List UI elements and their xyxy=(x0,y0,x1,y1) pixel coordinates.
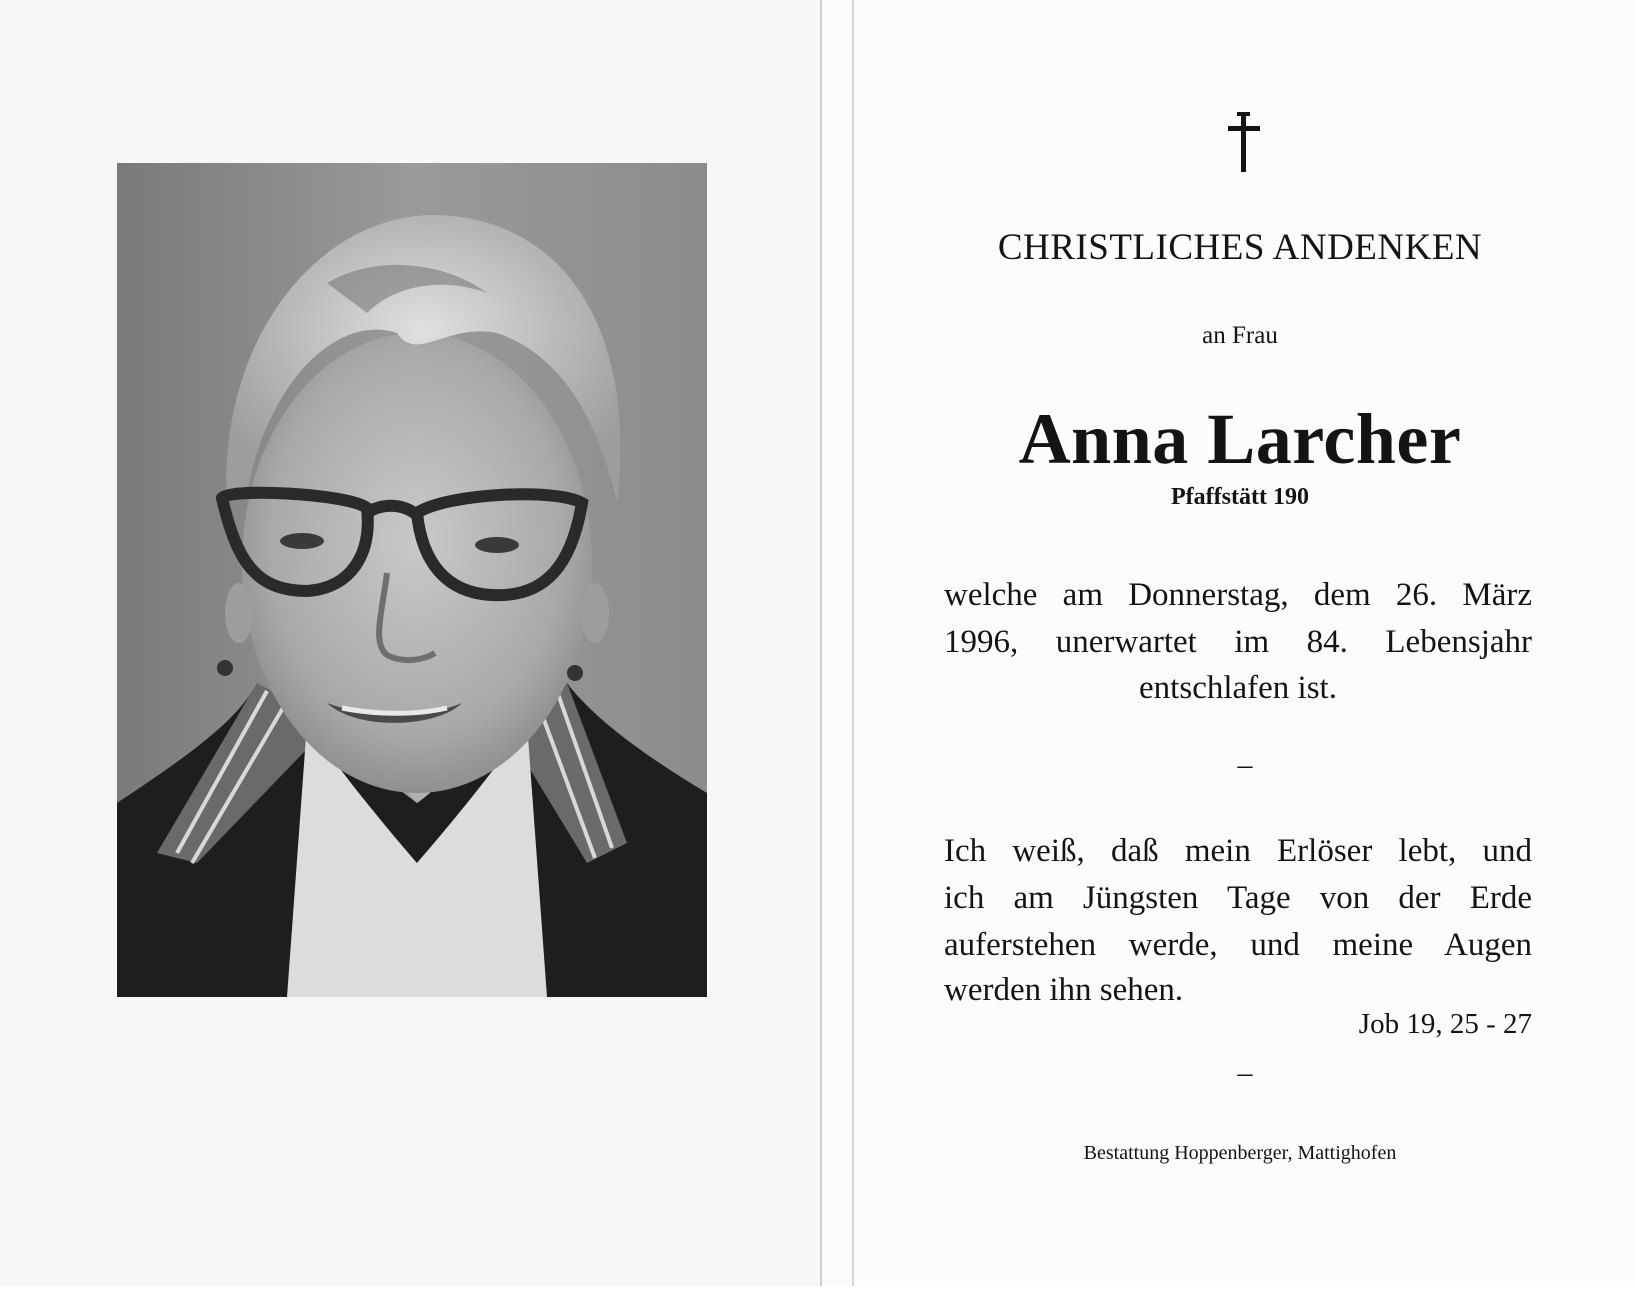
quote-line: werden ihn sehen. xyxy=(944,972,1184,1008)
bible-citation: Job 19, 25 - 27 xyxy=(1358,1008,1532,1040)
death-notice-line: entschlafen ist. xyxy=(1139,670,1337,706)
card-fold-line xyxy=(820,0,822,1290)
salutation: an Frau xyxy=(1202,322,1278,349)
undertaker-credit: Bestattung Hoppenberger, Mattighofen xyxy=(1083,1142,1397,1164)
card-heading: CHRISTLICHES ANDENKEN xyxy=(997,227,1483,268)
portrait-illustration xyxy=(117,163,707,997)
separator: – xyxy=(1237,748,1253,781)
card-fold-line xyxy=(852,0,854,1290)
portrait-photo xyxy=(117,163,707,997)
quote-line: ich am Jüngsten Tage von der Erde xyxy=(944,880,1532,916)
quote-line: Ich weiß, daß mein Erlöser lebt, und xyxy=(944,833,1532,869)
cross-icon xyxy=(1224,112,1264,172)
deceased-name: Anna Larcher xyxy=(1018,399,1462,479)
separator: – xyxy=(1237,1056,1253,1089)
scan-edge xyxy=(0,1286,1634,1299)
address: Pfaffstätt 190 xyxy=(1171,484,1309,510)
death-notice-line: welche am Donnerstag, dem 26. März xyxy=(944,577,1532,613)
quote-line: auferstehen werde, und meine Augen xyxy=(944,927,1532,963)
death-notice-line: 1996, unerwartet im 84. Lebensjahr xyxy=(944,624,1532,660)
